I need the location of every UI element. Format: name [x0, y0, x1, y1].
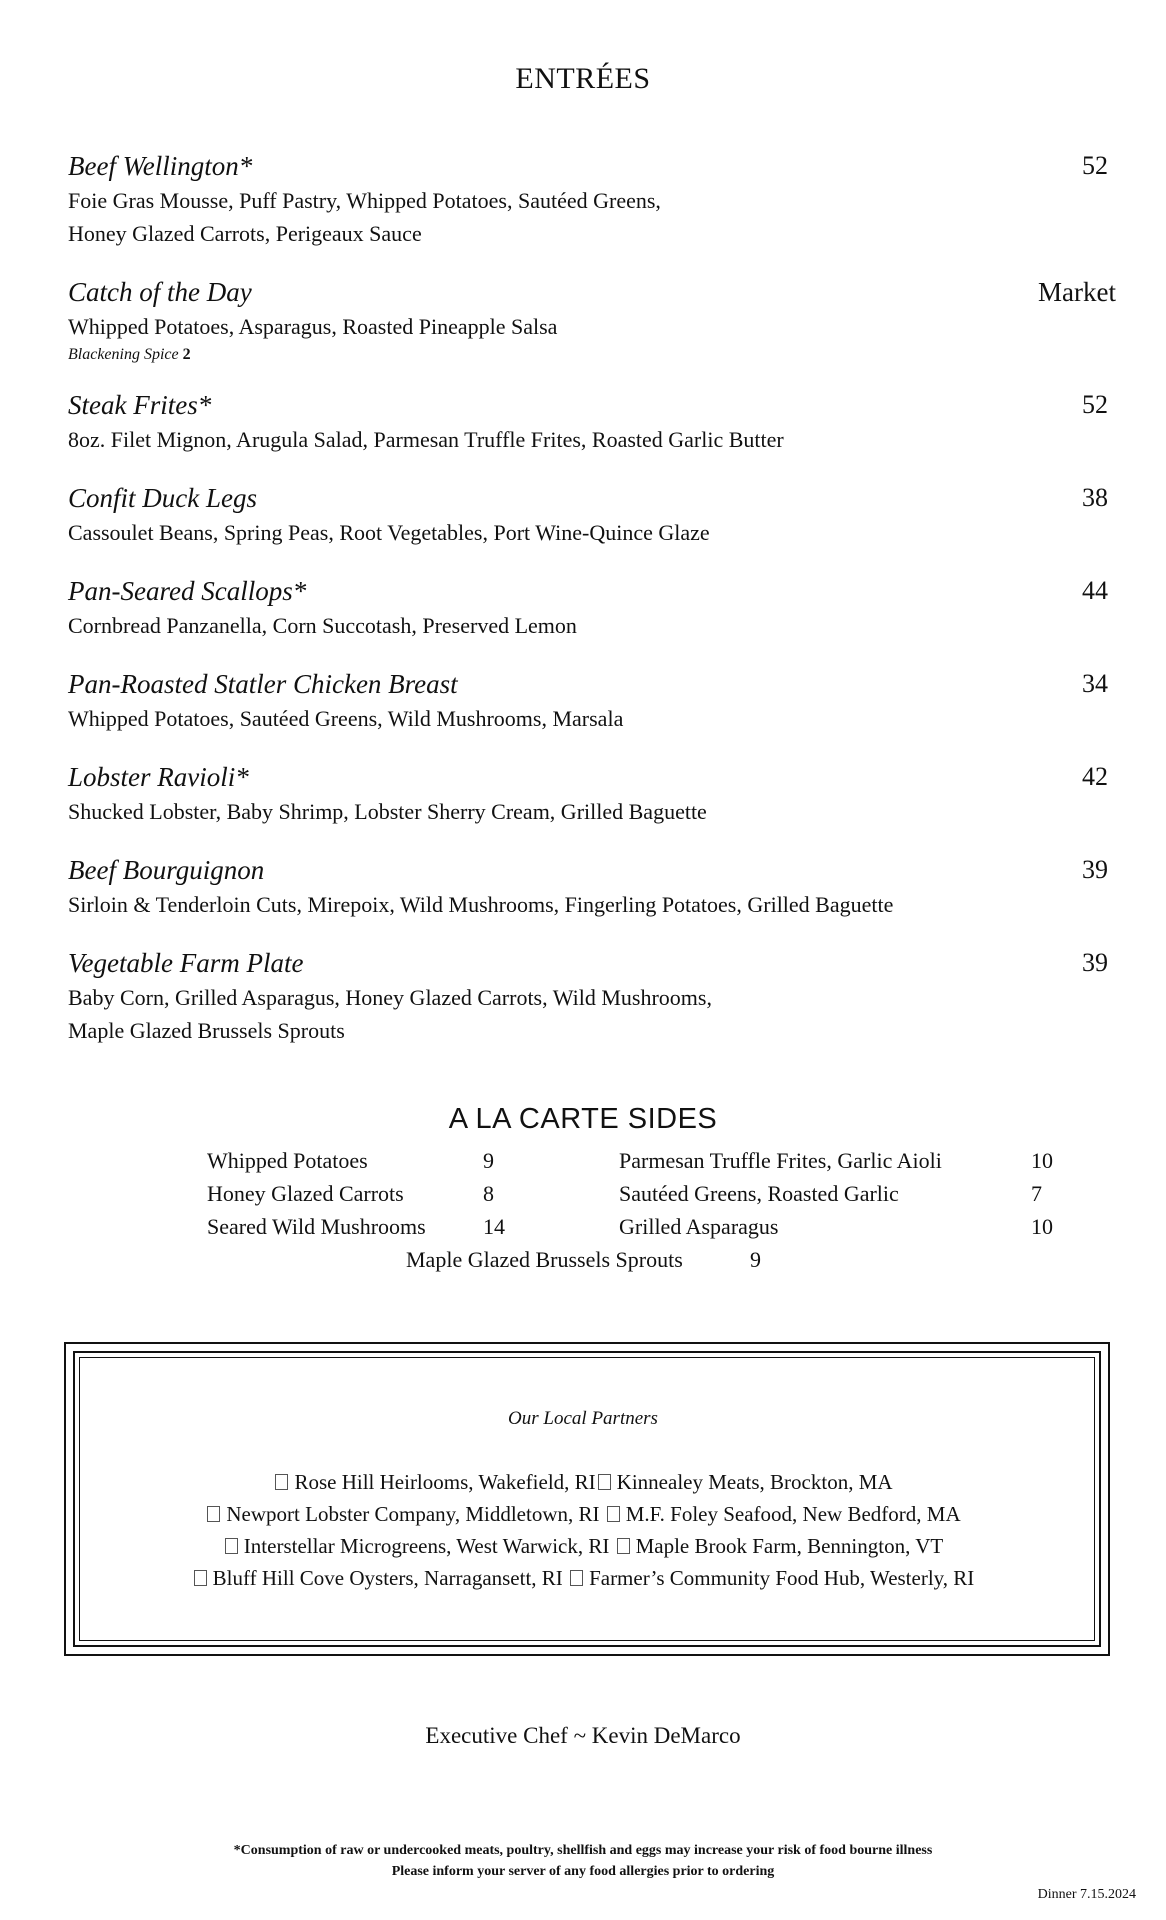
side-price: 14 [483, 1214, 505, 1239]
entree-price: 38 [1082, 483, 1108, 512]
partner-name: Interstellar Microgreens, West Warwick, RI [243, 1534, 610, 1558]
side-price: 10 [1031, 1148, 1053, 1173]
entree-item [68, 759, 1108, 828]
side-item [207, 1181, 494, 1207]
entree-item [68, 852, 1108, 921]
entree-name: Pan-Seared Scallops* [68, 576, 307, 606]
entree-description: Cornbread Panzanella, Corn Succotash, Preserved Lemon [68, 613, 577, 638]
entree-price: Market [1038, 277, 1116, 307]
partner-line [0, 1530, 1166, 1562]
side-name: Seared Wild Mushrooms [207, 1214, 426, 1239]
bullet-icon [570, 1570, 583, 1586]
entree-item [68, 274, 1116, 367]
entree-price: 42 [1082, 762, 1108, 791]
entree-description: Whipped Potatoes, Sautéed Greens, Wild Mushrooms, Marsala [68, 706, 624, 731]
entree-item [68, 573, 1108, 642]
entree-name: Confit Duck Legs [68, 483, 257, 513]
side-price: 7 [1031, 1181, 1042, 1206]
partner-name: Bluff Hill Cove Oysters, Narragansett, RI [212, 1566, 563, 1590]
entree-item [68, 480, 1108, 549]
entree-price: 52 [1082, 151, 1108, 180]
side-item [619, 1181, 1042, 1207]
side-name: Whipped Potatoes [207, 1148, 368, 1173]
entree-name: Beef Wellington* [68, 151, 253, 181]
partners-list [0, 1466, 1166, 1594]
entree-description: Sirloin & Tenderloin Cuts, Mirepoix, Wild Mushrooms, Fingerling Potatoes, Grilled Baguette [68, 892, 894, 917]
entree-name: Lobster Ravioli* [68, 762, 249, 792]
disclaimer [0, 1840, 1166, 1882]
entree-description: Maple Glazed Brussels Sprouts [68, 1018, 345, 1043]
entree-description: Foie Gras Mousse, Puff Pastry, Whipped Potatoes, Sautéed Greens, [68, 188, 661, 213]
bullet-icon [598, 1474, 611, 1490]
side-price: 10 [1031, 1214, 1053, 1239]
side-name: Grilled Asparagus [619, 1214, 779, 1239]
disclaimer-line: *Consumption of raw or undercooked meats, poultry, shellfish and eggs may increase your risk of food bourne illness [233, 1843, 933, 1858]
side-item [619, 1148, 1053, 1174]
entree-description: 8oz. Filet Mignon, Arugula Salad, Parmesan Truffle Frites, Roasted Garlic Butter [68, 427, 784, 452]
side-name: Maple Glazed Brussels Sprouts [406, 1247, 683, 1272]
entree-name: Beef Bourguignon [68, 855, 265, 885]
entree-description: Shucked Lobster, Baby Shrimp, Lobster Sherry Cream, Grilled Baguette [68, 799, 707, 824]
bullet-icon [207, 1506, 220, 1522]
entree-description: Baby Corn, Grilled Asparagus, Honey Glazed Carrots, Wild Mushrooms, [68, 985, 712, 1010]
partner-line [0, 1562, 1166, 1594]
side-item [619, 1214, 1053, 1240]
bullet-icon [194, 1570, 207, 1586]
entree-item [68, 148, 1108, 250]
entree-name: Pan-Roasted Statler Chicken Breast [68, 669, 458, 699]
entree-item [68, 945, 1108, 1047]
addon-price: 2 [182, 346, 191, 363]
disclaimer-line: Please inform your server of any food allergies prior to ordering [391, 1864, 775, 1879]
addon-label: Blackening Spice [68, 346, 179, 363]
entree-item [68, 666, 1108, 735]
executive-chef: Executive Chef ~ Kevin DeMarco [425, 1723, 741, 1748]
entree-item [68, 387, 1108, 456]
page-title: ENTRÉES [515, 62, 651, 95]
entree-description: Honey Glazed Carrots, Perigeaux Sauce [68, 221, 422, 246]
side-item [207, 1214, 505, 1240]
partner-name: Maple Brook Farm, Bennington, VT [635, 1534, 944, 1558]
partner-name: M.F. Foley Seafood, New Bedford, MA [625, 1502, 961, 1526]
entree-description: Whipped Potatoes, Asparagus, Roasted Pineapple Salsa [68, 314, 558, 339]
bullet-icon [617, 1538, 630, 1554]
side-price: 9 [750, 1247, 761, 1272]
side-name: Honey Glazed Carrots [207, 1181, 404, 1206]
entree-price: 39 [1082, 855, 1108, 884]
entree-list [68, 148, 1116, 1047]
entree-description: Cassoulet Beans, Spring Peas, Root Vegetables, Port Wine-Quince Glaze [68, 520, 710, 545]
partner-name: Kinnealey Meats, Brockton, MA [616, 1470, 893, 1494]
entree-price: 34 [1082, 669, 1108, 698]
side-name: Sautéed Greens, Roasted Garlic [619, 1181, 899, 1206]
entree-addon [68, 343, 1108, 367]
partner-line [0, 1498, 1166, 1530]
partner-name: Newport Lobster Company, Middletown, RI [226, 1502, 600, 1526]
footer-date: Dinner 7.15.2024 [1037, 1887, 1136, 1902]
sides-title: A LA CARTE SIDES [448, 1103, 718, 1135]
partners-title: Our Local Partners [508, 1408, 658, 1429]
entree-price: 52 [1082, 390, 1108, 419]
bullet-icon [607, 1506, 620, 1522]
entree-name: Vegetable Farm Plate [68, 948, 304, 978]
side-price: 8 [483, 1181, 494, 1206]
partner-line [0, 1466, 1166, 1498]
side-item [207, 1148, 494, 1174]
partner-name: Farmer’s Community Food Hub, Westerly, RI [589, 1566, 975, 1590]
partner-name: Rose Hill Heirlooms, Wakefield, RI [294, 1470, 596, 1494]
entree-name: Catch of the Day [68, 277, 252, 307]
side-name: Parmesan Truffle Frites, Garlic Aioli [619, 1148, 942, 1173]
bullet-icon [275, 1474, 288, 1490]
entree-name: Steak Frites* [68, 390, 212, 420]
entree-price: 39 [1082, 948, 1108, 977]
entree-price: 44 [1082, 576, 1108, 605]
bullet-icon [225, 1538, 238, 1554]
side-item [406, 1247, 761, 1273]
side-price: 9 [483, 1148, 494, 1173]
